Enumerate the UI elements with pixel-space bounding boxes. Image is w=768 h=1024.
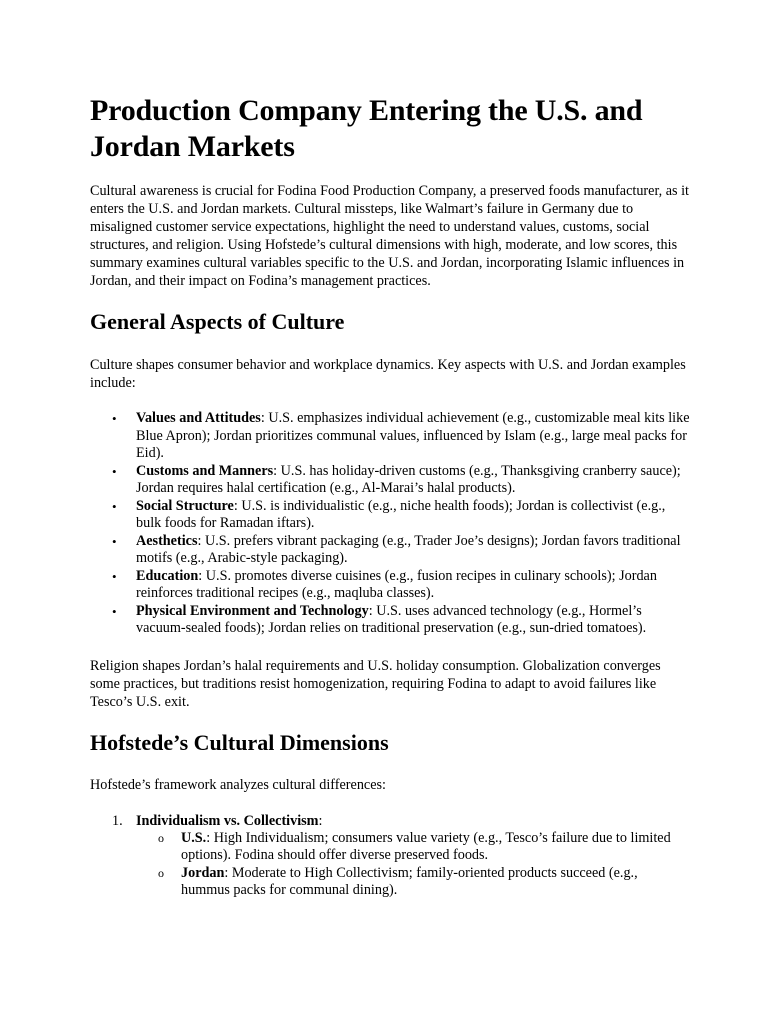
list-item — [90, 812, 690, 900]
document-title: Production Company Entering the U.S. and Jordan Markets — [90, 94, 643, 163]
list-item-text: : U.S. uses advanced technology (e.g., Hormel’s vacuum-sealed foods); Jordan relies on traditional preservation (e.g., sun-dried tomatoes). — [136, 602, 647, 636]
bullet-icon: • — [112, 463, 117, 479]
hofstede-dimensions-list — [90, 812, 690, 900]
bullet-icon: • — [112, 568, 117, 584]
list-item-suffix: : — [318, 812, 323, 829]
sub-list-item — [136, 830, 690, 865]
section-intro-general-aspects: Culture shapes consumer behavior and workplace dynamics. Key aspects with U.S. and Jordan examples include: — [90, 357, 686, 391]
culture-aspects-list — [90, 410, 690, 638]
list-item — [90, 533, 690, 568]
section-intro-hofstede: Hofstede’s framework analyzes cultural differences: — [90, 776, 386, 793]
circle-bullet-icon: o — [158, 865, 164, 880]
list-item-term: Individualism vs. Collectivism — [136, 812, 319, 829]
list-item-term: Customs and Manners — [136, 462, 274, 479]
intro-paragraph: Cultural awareness is crucial for Fodina Food Production Company, a preserved foods manufacturer, as it enters the U.S. and Jordan markets. Cultural missteps, like Walmart’s failure in Germany due to misaligned customer service expectations, highlight the need to understand values, customs, social structures, and religion. Using Hofstede’s cultural dimensions with high, moderate, and low scores, this summary examines cultural variables specific to the U.S. and Jordan, incorporating Islamic influences in Jordan, and their impact on Fodina’s management practices. — [90, 183, 689, 289]
bullet-icon: • — [112, 533, 117, 549]
section-closing-paragraph: Religion shapes Jordan’s halal requirements and U.S. holiday consumption. Globalization converges some practices, but traditions resist homogenization, requiring Fodina to adapt to avoid failures like Tesco’s U.S. exit. — [90, 657, 661, 710]
list-item-term: Values and Attitudes — [136, 410, 261, 426]
list-item-text: : U.S. is individualistic (e.g., niche health foods); Jordan is collectivist (e.g., bulk foods for Ramadan iftars). — [136, 497, 666, 531]
list-item-term: Education — [136, 567, 199, 584]
list-item — [90, 498, 690, 533]
list-item-text: : U.S. prefers vibrant packaging (e.g., Trader Joe’s designs); Jordan favors traditional motifs (e.g., Arabic-style packaging). — [136, 532, 681, 566]
document-page — [90, 93, 690, 900]
bullet-icon: • — [112, 498, 117, 514]
sub-list — [136, 830, 690, 900]
list-item-term: Physical Environment and Technology — [136, 602, 369, 619]
sub-list-item — [136, 865, 690, 900]
list-item-text: : U.S. has holiday-driven customs (e.g., Thanksgiving cranberry sauce); Jordan requires halal certification (e.g., Al-Marai’s halal products). — [136, 462, 681, 496]
sub-item-term: U.S. — [181, 829, 207, 846]
sub-item-term: Jordan — [181, 864, 225, 881]
section-heading-general-aspects: General Aspects of Culture — [90, 309, 345, 334]
list-item — [90, 568, 690, 603]
bullet-icon: • — [112, 603, 117, 619]
circle-bullet-icon: o — [158, 830, 164, 845]
list-item-text: : U.S. emphasizes individual achievement (e.g., customizable meal kits like Blue Apron); Jordan prioritizes communal values, influenced by Islam (e.g., large meal packs for Eid). — [136, 410, 690, 461]
list-number: 1. — [112, 812, 123, 829]
bullet-icon: • — [112, 411, 117, 426]
list-item — [90, 603, 690, 638]
section-heading-hofstede: Hofstede’s Cultural Dimensions — [90, 729, 389, 755]
list-item-term: Aesthetics — [136, 532, 198, 549]
list-item — [90, 410, 690, 463]
sub-item-text: : High Individualism; consumers value variety (e.g., Tesco’s failure due to limited options). Fodina should offer diverse preserved foods. — [181, 829, 671, 863]
list-item-text: : U.S. promotes diverse cuisines (e.g., fusion recipes in culinary schools); Jordan reinforces traditional recipes (e.g., maqluba classes). — [136, 567, 657, 601]
sub-item-text: : Moderate to High Collectivism; family-oriented products succeed (e.g., hummus packs for communal dining). — [181, 864, 638, 898]
list-item — [90, 463, 690, 498]
list-item-term: Social Structure — [136, 497, 234, 514]
